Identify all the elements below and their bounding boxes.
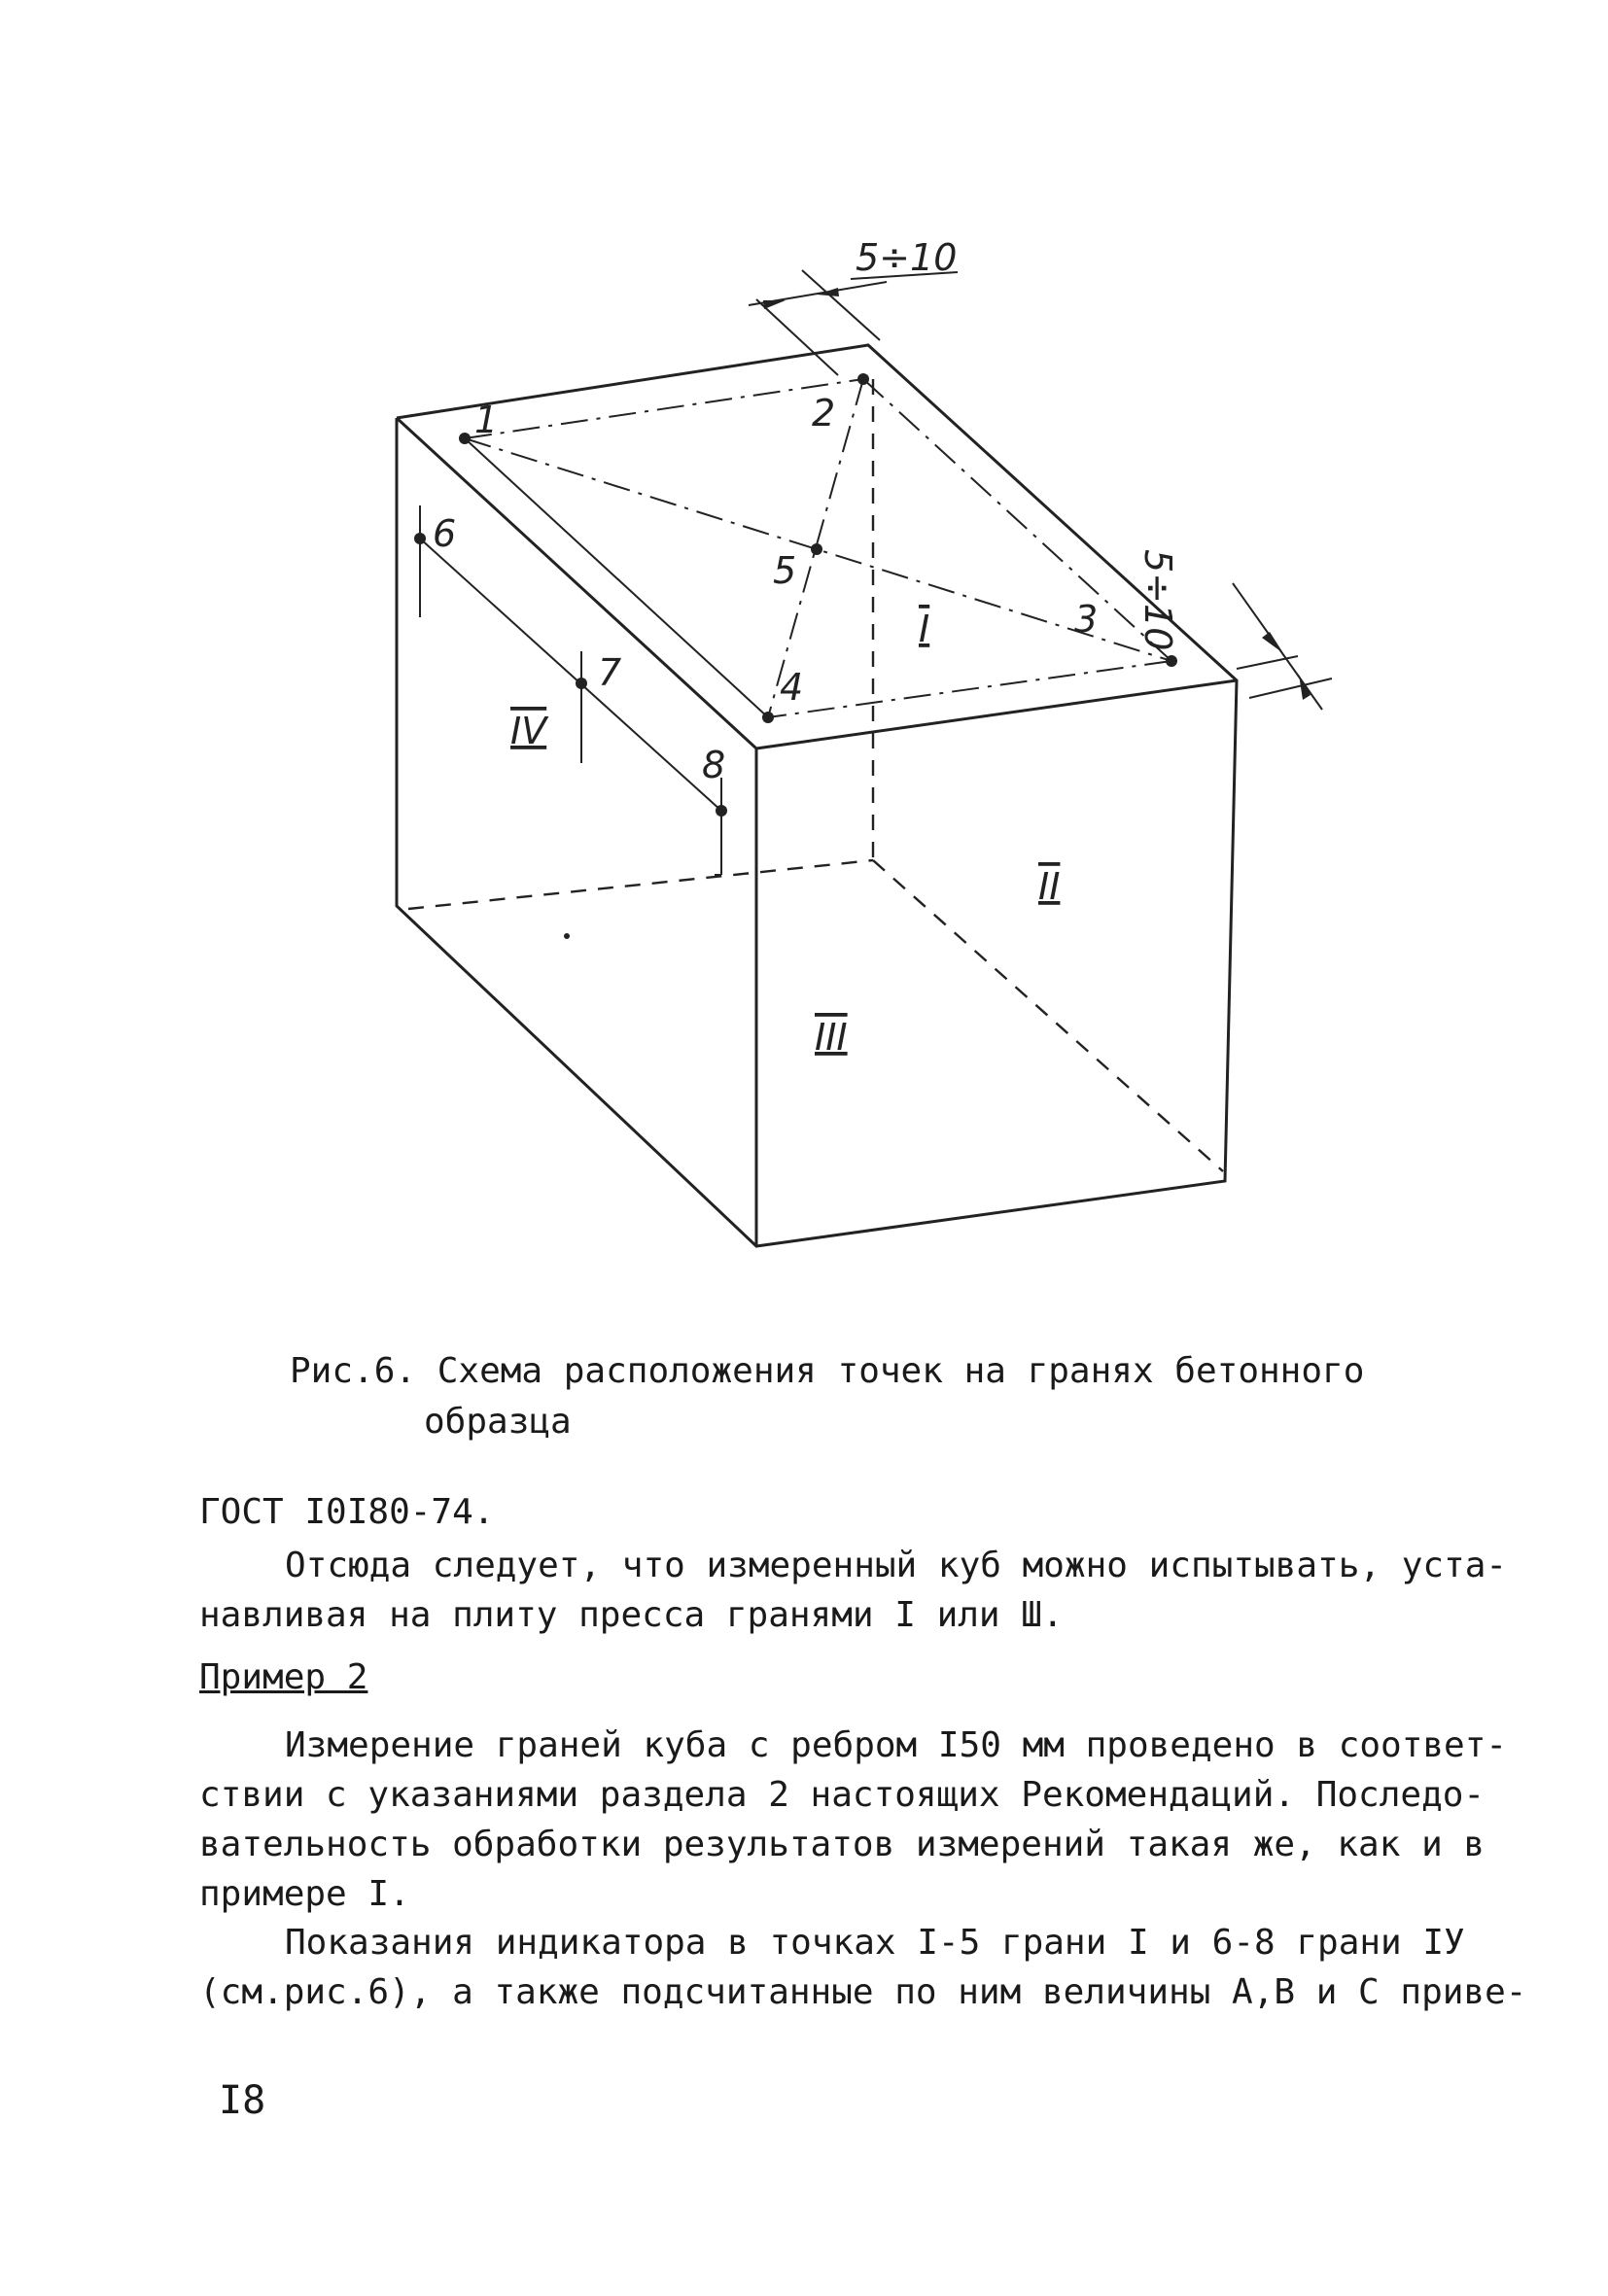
stray-dot (564, 933, 570, 939)
page-number: I8 (219, 2078, 266, 2123)
figure-caption (290, 1346, 1364, 1447)
top-front-edge (397, 418, 756, 748)
cube-diagram (321, 219, 1351, 1269)
point-6 (414, 533, 426, 544)
paragraph-2-line-1: Измерение граней куба с ребром I50 мм проведено в соответ- (285, 1725, 1508, 1765)
point-1-label: 1 (474, 399, 499, 441)
paragraph-3-line-1: Показания индикатора в точках I-5 грани I и 6-8 грани IУ (285, 1923, 1465, 1963)
dim-top-ext-outer (802, 270, 880, 340)
paragraph-2-line-3: вательность обработки результатов измерений такая же, как и в (199, 1825, 1486, 1864)
dim-top-label: 5÷10 (856, 236, 958, 279)
gost-reference: ГОСТ I0I80-74. (199, 1492, 495, 1532)
point-3 (1166, 655, 1177, 667)
front-top-edge (756, 680, 1237, 748)
point-1 (459, 433, 471, 444)
dim-side-arrow-2 (1299, 675, 1311, 700)
hidden-bottom-left-edge (408, 860, 873, 909)
offset-line-3-4 (768, 661, 1171, 717)
paragraph-1-line-1: Отсюда следует, что измеренный куб можно испытывать, уста- (285, 1546, 1508, 1585)
point-2-label: 2 (812, 392, 836, 435)
point-7-label: 7 (598, 651, 622, 694)
point-8 (716, 805, 727, 817)
dim-top-arrow-2 (817, 288, 839, 296)
point-5-label: 5 (773, 549, 797, 592)
offset-line-1-2 (465, 379, 863, 438)
point-4-label: 4 (780, 666, 804, 709)
dim-side-label: 5÷10 (1136, 549, 1179, 651)
paragraph-3-line-2: (см.рис.6), а также подсчитанные по ним величины А,В и С приве- (199, 1972, 1527, 2012)
caption-line-1: Рис.6. Схема расположения точек на гранях бетонного (290, 1351, 1365, 1391)
point-2 (857, 373, 869, 385)
dim-top-arrow-1 (763, 300, 786, 309)
cube-outline (397, 345, 1237, 1246)
point-3-label: 3 (1074, 598, 1099, 641)
paragraph-1-line-2: навливая на плиту пресса гранями I или Ш. (199, 1595, 1064, 1635)
caption-line-2: образца (424, 1402, 572, 1442)
point-8-label: 8 (702, 744, 726, 786)
point-4 (762, 712, 774, 723)
point-5 (811, 543, 822, 555)
face-I-label: I (919, 608, 930, 650)
point-6-label: 6 (433, 512, 457, 555)
dim-side-ext-1 (1249, 678, 1332, 698)
example-heading: Пример 2 (199, 1657, 368, 1697)
face-IV-label: IV (510, 710, 547, 752)
face-III-label: III (815, 1016, 848, 1059)
face-II-label: II (1038, 865, 1061, 908)
offset-line-2-3 (863, 379, 1171, 661)
paragraph-2-line-4: примере I. (199, 1874, 410, 1914)
paragraph-2-line-2: ствии с указаниями раздела 2 настоящих Рекомендаций. Последо- (199, 1775, 1486, 1815)
dim-side-arrow-1 (1262, 632, 1283, 653)
point-7 (576, 678, 587, 689)
dim-top-ext-inner (756, 299, 838, 375)
